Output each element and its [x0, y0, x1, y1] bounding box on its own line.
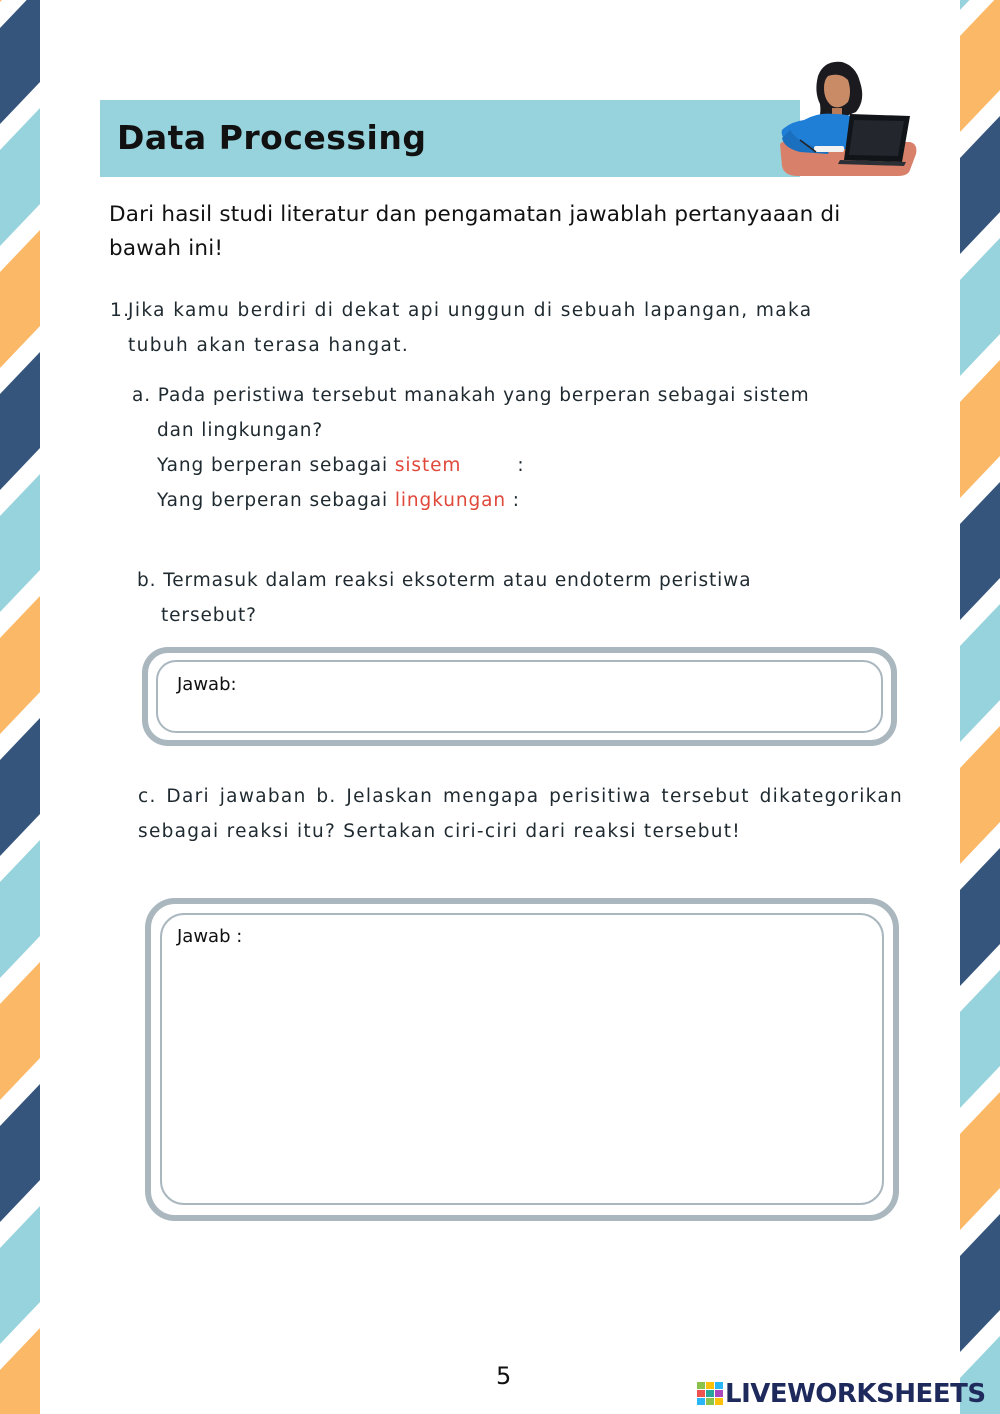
stripe-band	[0, 596, 40, 734]
part-b-line1: b. Termasuk dalam reaksi eksoterm atau endoterm peristiwa	[137, 570, 752, 591]
part-c: c. Dari jawaban b. Jelaskan mengapa perisitiwa tersebut dikategorikan sebagai reaksi itu? Sertakan ciri-ciri dari reaksi tersebut!	[138, 786, 903, 842]
page-number: 5	[496, 1362, 512, 1390]
system-line	[132, 448, 810, 483]
right-stripe-border	[960, 0, 1000, 1414]
environment-colon: :	[506, 490, 520, 511]
stripe-band	[0, 352, 40, 490]
answer-box-c-inner	[160, 913, 884, 1205]
part-a-line2: dan lingkungan?	[157, 420, 324, 441]
stripe-band	[960, 1092, 1000, 1230]
stripe-band	[960, 726, 1000, 864]
stripe-band	[960, 0, 1000, 132]
question-number: 1.	[110, 300, 131, 321]
watermark-text: LIVEWORKSHEETS	[725, 1379, 986, 1409]
stripe-band	[960, 604, 1000, 742]
question-1	[110, 293, 896, 363]
answer-label-b: Jawab:	[177, 674, 237, 695]
stripe-band	[0, 1206, 40, 1344]
system-keyword: sistem	[394, 455, 462, 476]
stripe-band	[960, 848, 1000, 986]
stripe-band	[960, 238, 1000, 376]
stripe-band	[960, 116, 1000, 254]
part-a-line1: a. Pada peristiwa tersebut manakah yang berperan sebagai sistem	[132, 385, 810, 406]
stripe-band	[0, 840, 40, 978]
woman-laptop-illustration	[770, 58, 920, 180]
stripe-band	[0, 718, 40, 856]
part-b	[137, 563, 751, 633]
stripe-band	[960, 360, 1000, 498]
left-stripe-border	[0, 0, 40, 1414]
stripe-band	[0, 108, 40, 246]
stripe-band	[960, 482, 1000, 620]
part-b-line2: tersebut?	[161, 605, 257, 626]
question-1-line2: tubuh akan terasa hangat.	[128, 335, 410, 356]
stripe-band	[0, 1084, 40, 1222]
instruction-text: Dari hasil studi literatur dan pengamatan jawablah pertanyaaan di bawah ini!	[109, 202, 841, 261]
answer-box-b-inner	[156, 660, 883, 733]
liveworksheets-watermark	[697, 1377, 986, 1411]
stripe-band	[0, 962, 40, 1100]
system-colon: :	[517, 455, 525, 476]
stripe-band	[0, 0, 40, 124]
environment-prefix: Yang berperan sebagai	[157, 490, 395, 511]
stripe-band	[0, 230, 40, 368]
answer-label-c: Jawab :	[177, 926, 243, 947]
page-title: Data Processing	[117, 118, 427, 157]
liveworksheets-logo-icon	[697, 1382, 723, 1406]
system-prefix: Yang berperan sebagai	[157, 455, 395, 476]
stripe-band	[0, 474, 40, 612]
environment-line	[132, 483, 810, 518]
environment-keyword: lingkungan	[394, 490, 506, 511]
question-1-line1: Jika kamu berdiri di dekat api unggun di sebuah lapangan, maka	[128, 300, 813, 321]
stripe-band	[960, 1214, 1000, 1352]
stripe-band	[960, 970, 1000, 1108]
part-a	[132, 378, 810, 518]
stripe-band	[0, 1328, 40, 1414]
